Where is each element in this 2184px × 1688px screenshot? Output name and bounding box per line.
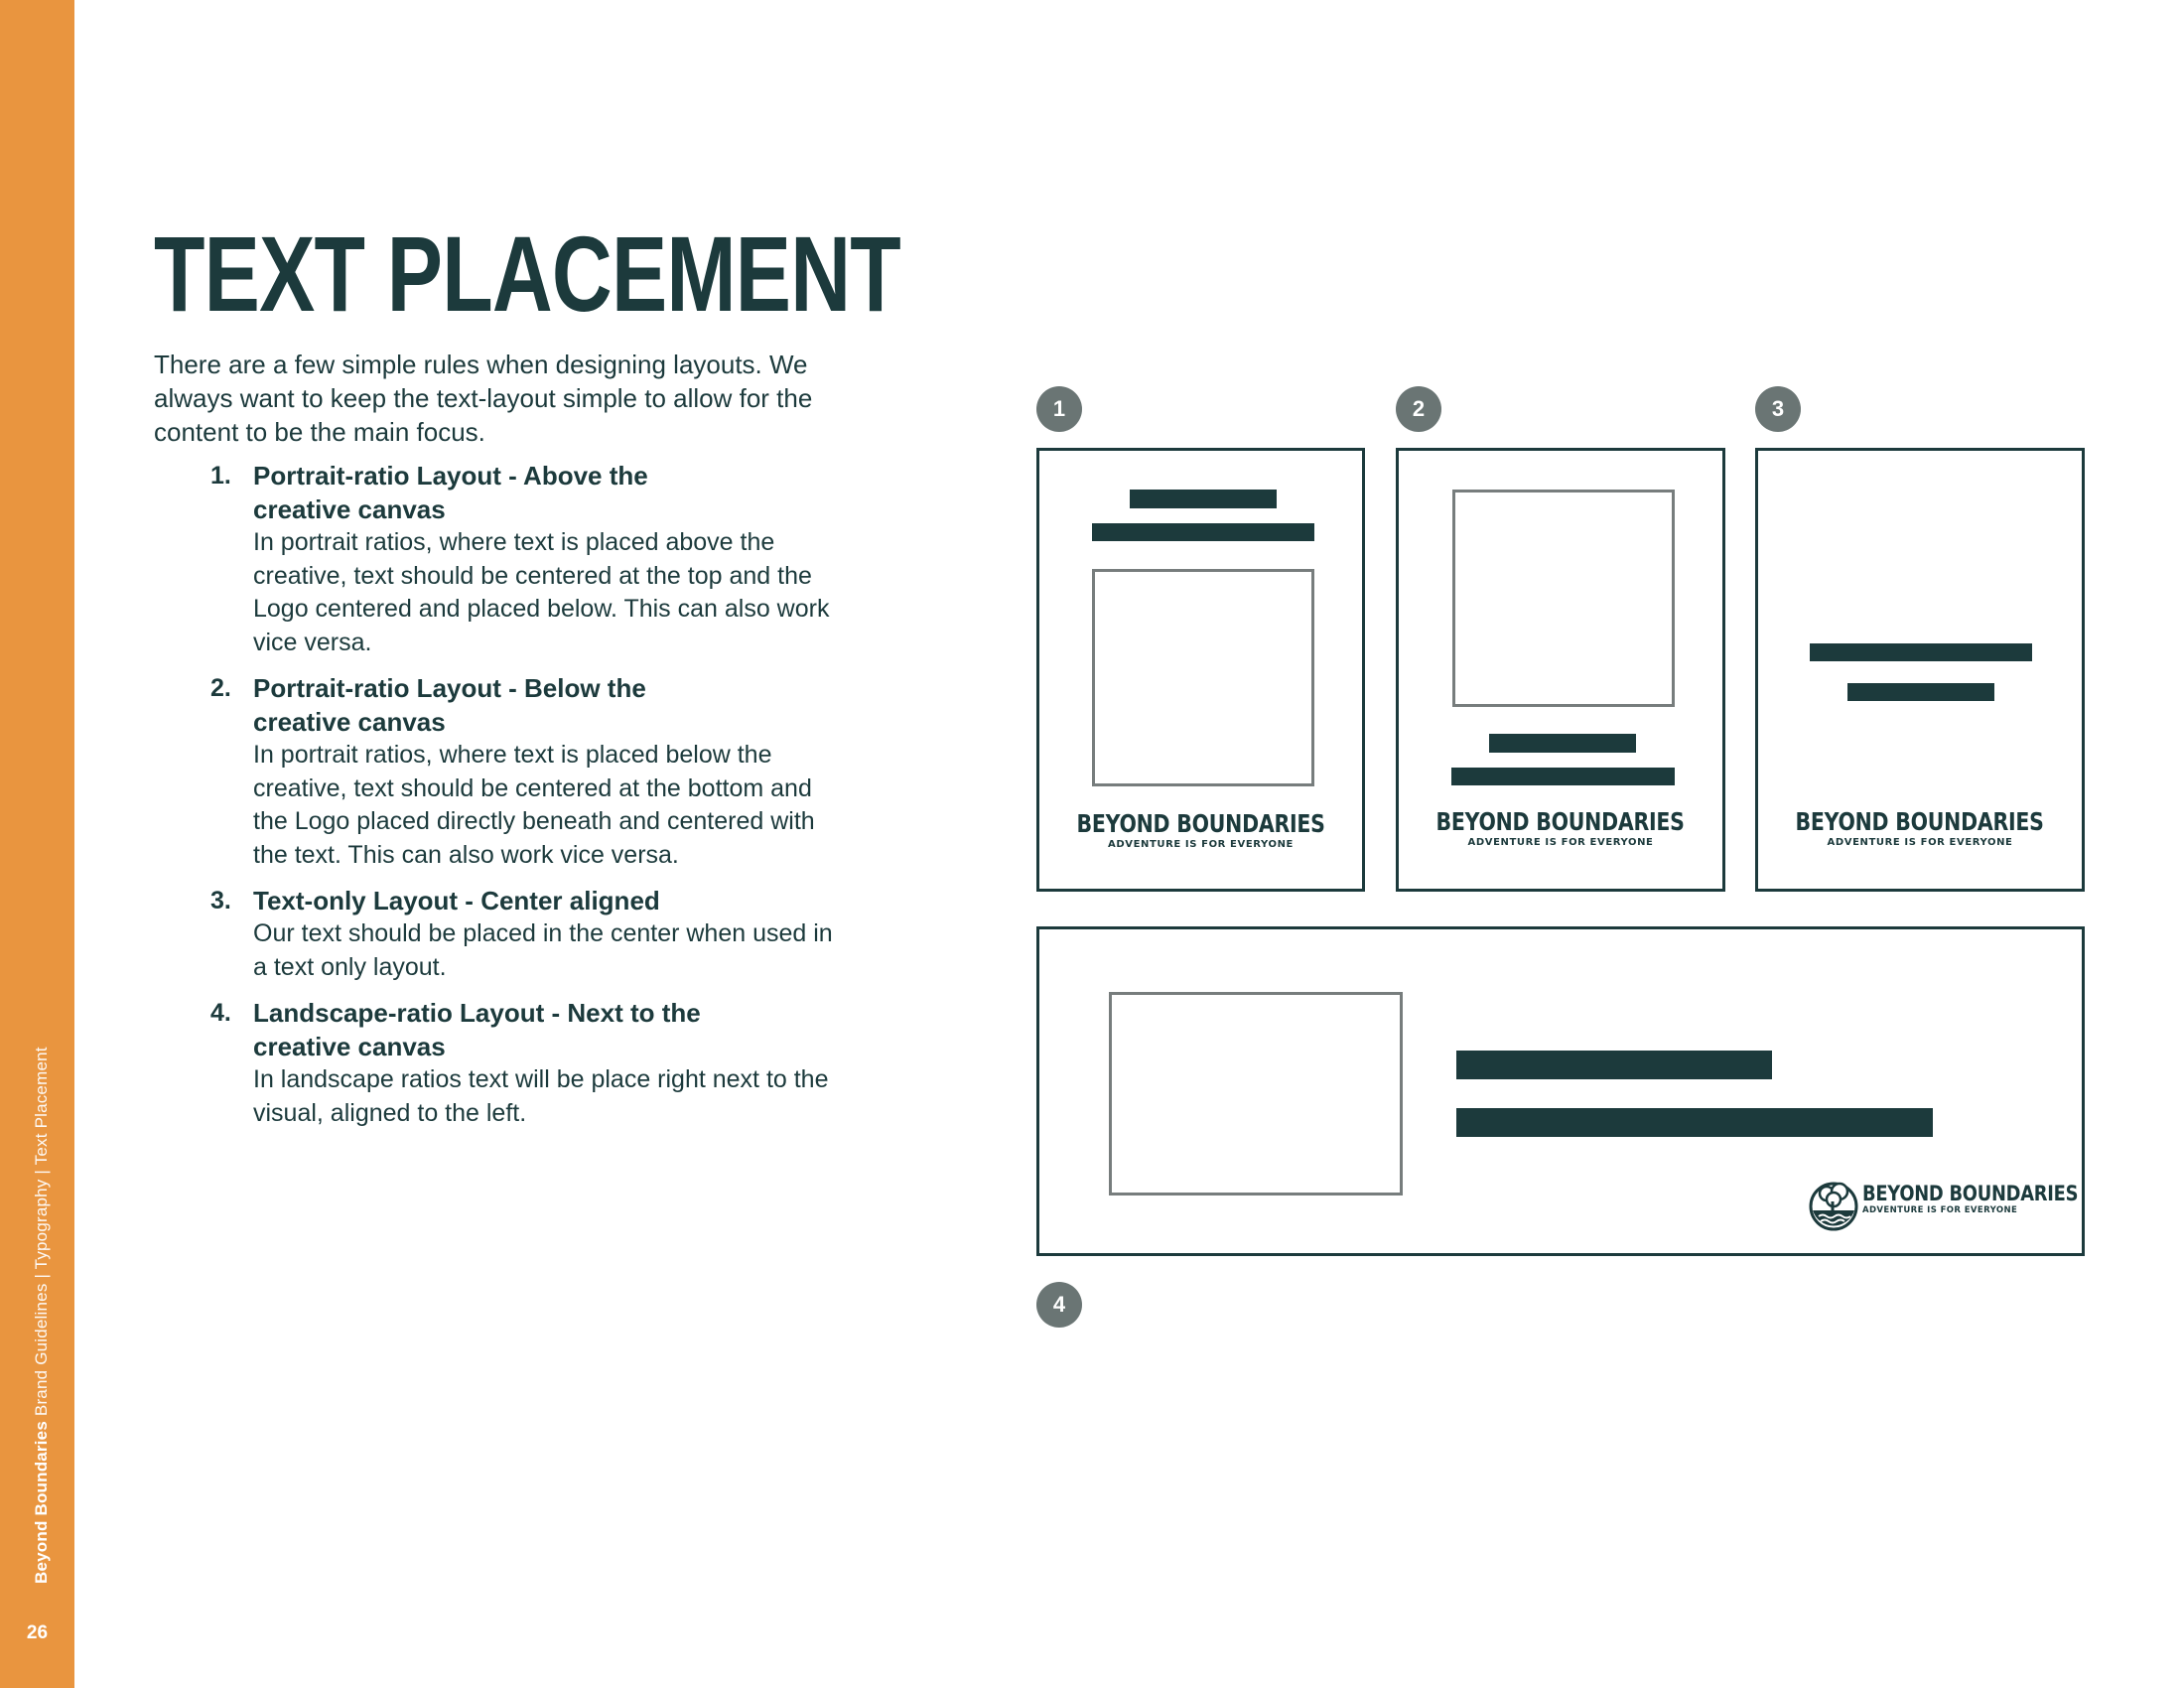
text-bar <box>1456 1108 1933 1137</box>
rule-body: In portrait ratios, where text is placed below the creative, text should be centered at the bottom and the Logo placed directly beneath and centered with the text. This can also work vice versa. <box>253 741 815 869</box>
page-title: TEXT PLACEMENT <box>154 213 900 334</box>
text-bar <box>1810 643 2032 661</box>
text-bar <box>1489 734 1636 753</box>
logo-name: BEYOND BOUNDARIES <box>1435 807 1686 836</box>
rule-title: Text-only Layout - Center aligned <box>253 886 660 915</box>
logo-tagline: ADVENTURE IS FOR EVERYONE <box>1827 837 2013 848</box>
logo-lockup <box>1809 1180 2079 1231</box>
list-item <box>204 671 839 872</box>
rules-list <box>204 459 839 1142</box>
logo-wordmark <box>1399 808 1722 850</box>
list-item <box>204 884 839 984</box>
creative-canvas <box>1109 992 1403 1196</box>
tree-emblem-icon <box>1809 1180 1858 1231</box>
creative-canvas <box>1452 490 1675 707</box>
creative-canvas <box>1092 569 1314 786</box>
logo-wordmark <box>1862 1182 2116 1216</box>
logo-tagline: ADVENTURE IS FOR EVERYONE <box>1467 837 1654 848</box>
intro-paragraph: There are a few simple rules when designing layouts. We always want to keep the text-layout simple to allow for the content to be the main focus. <box>154 350 813 447</box>
layout-badge-3: 3 <box>1755 386 1801 432</box>
rule-number: 1. <box>210 462 231 490</box>
layout-badge-4: 4 <box>1036 1282 1082 1328</box>
logo-wordmark <box>1758 808 2082 850</box>
page-number: 26 <box>26 1622 49 1643</box>
text-bar <box>1092 523 1314 541</box>
sidebar-subtitle: Brand Guidelines | Typography | Text Placement <box>32 1047 51 1422</box>
sidebar-label <box>32 1047 52 1584</box>
text-bar <box>1130 490 1277 508</box>
logo-name: BEYOND BOUNDARIES <box>1862 1182 2079 1205</box>
sidebar <box>0 0 74 1688</box>
rule-body: In portrait ratios, where text is placed above the creative, text should be centered at the top and the Logo centered and placed below. This can also work vice versa. <box>253 528 830 656</box>
layout-frame-3 <box>1755 448 2085 892</box>
layout-badge-1: 1 <box>1036 386 1082 432</box>
logo-name: BEYOND BOUNDARIES <box>1076 809 1325 838</box>
logo-tagline: ADVENTURE IS FOR EVERYONE <box>1108 839 1294 850</box>
text-bar <box>1456 1051 1772 1079</box>
text-bar <box>1847 683 1994 701</box>
list-item <box>204 996 839 1130</box>
layout-badge-2: 2 <box>1396 386 1441 432</box>
list-item <box>204 459 839 659</box>
rule-title: Landscape-ratio Layout - Next to the creative canvas <box>253 998 701 1061</box>
text-bar <box>1451 768 1675 785</box>
layout-frame-2 <box>1396 448 1725 892</box>
rule-body: Our text should be placed in the center when used in a text only layout. <box>253 919 833 981</box>
sidebar-brand: Beyond Boundaries <box>32 1421 51 1584</box>
logo-name: BEYOND BOUNDARIES <box>1795 807 2045 836</box>
rule-body: In landscape ratios text will be place right next to the visual, aligned to the left. <box>253 1065 829 1127</box>
layout-frame-1 <box>1036 448 1365 892</box>
logo-tagline: ADVENTURE IS FOR EVERYONE <box>1862 1205 2018 1215</box>
rule-number: 4. <box>210 999 231 1027</box>
rule-title: Portrait-ratio Layout - Above the creative canvas <box>253 461 648 524</box>
rule-number: 3. <box>210 887 231 914</box>
rule-title: Portrait-ratio Layout - Below the creative canvas <box>253 673 646 737</box>
logo-wordmark <box>1039 810 1362 852</box>
rule-number: 2. <box>210 674 231 702</box>
